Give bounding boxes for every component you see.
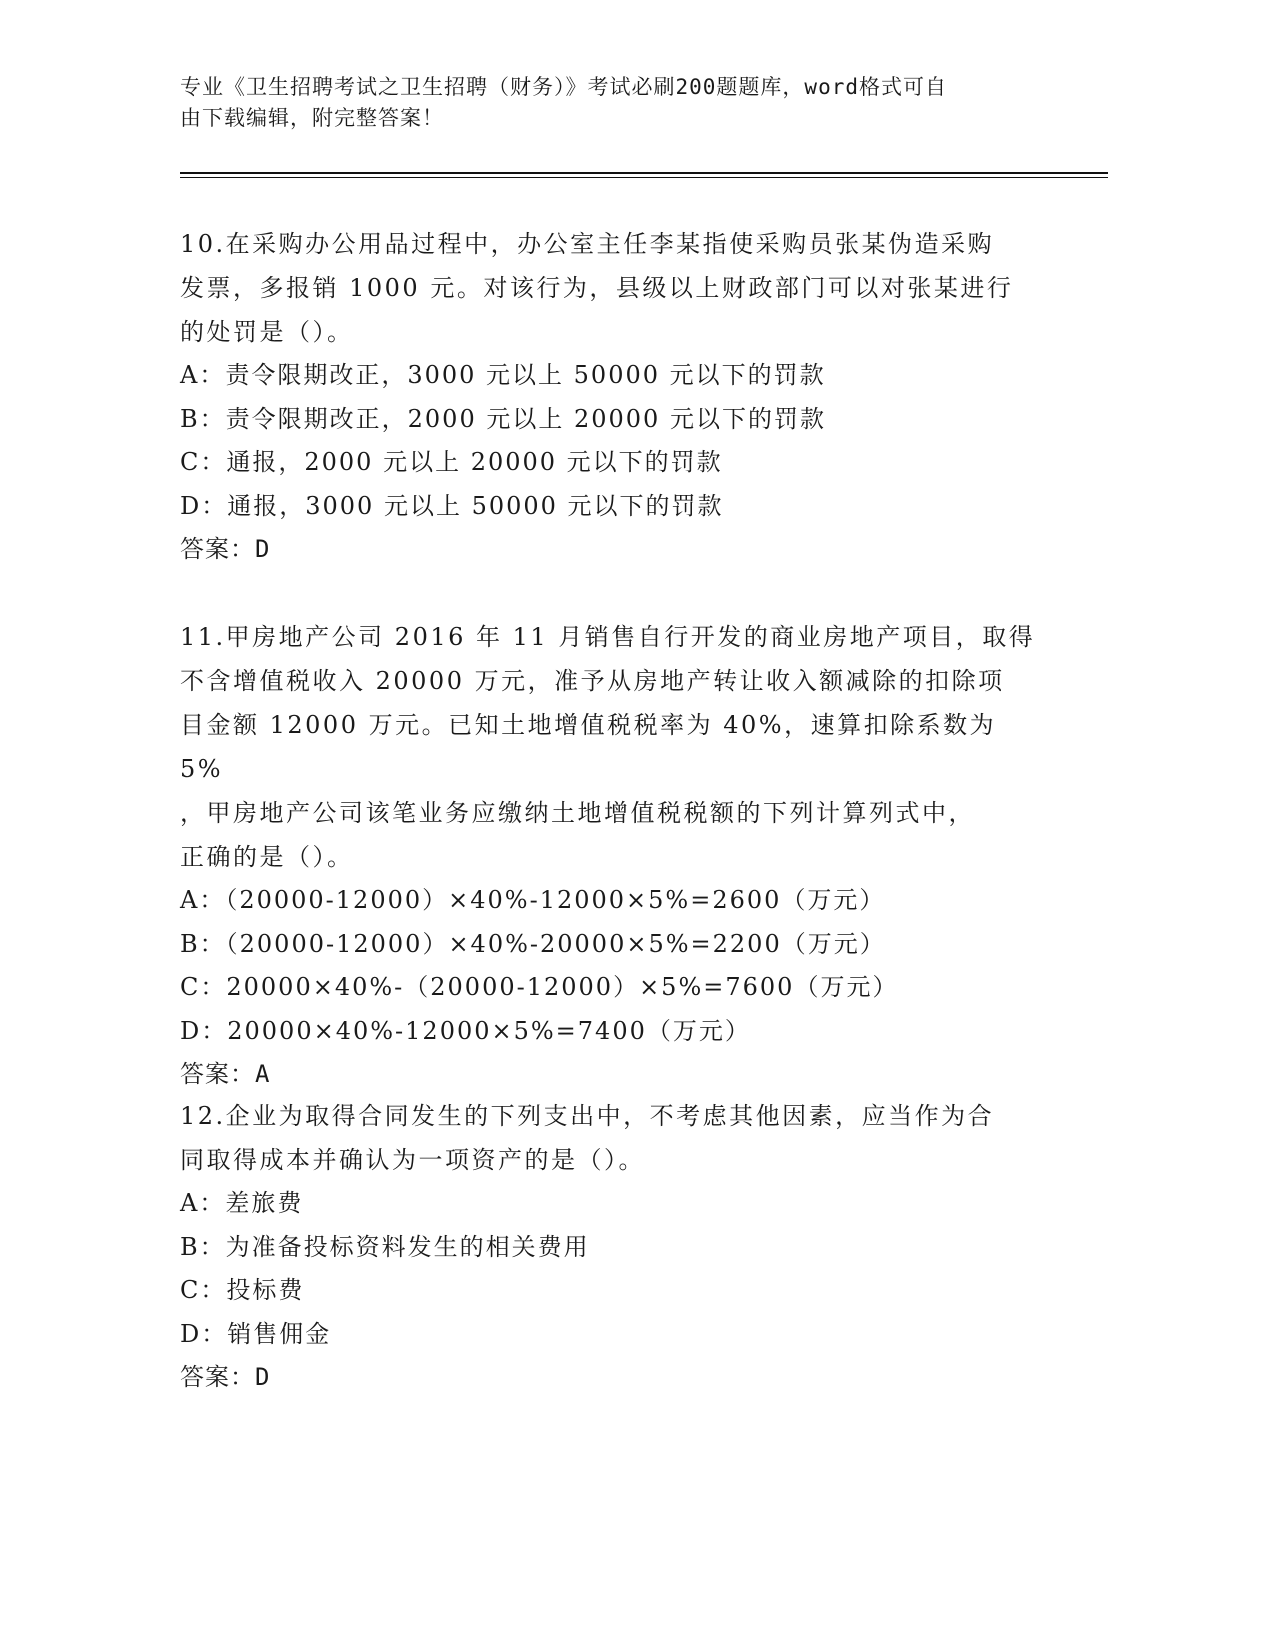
answer-line: 答案：D: [180, 1363, 271, 1391]
option-d: D：20000×40%-12000×5%=7400（万元）: [180, 1016, 751, 1045]
question-10: [180, 222, 1040, 571]
document-header: [180, 72, 1040, 134]
question-stem-line: ，甲房地产公司该笔业务应缴纳土地增值税税额的下列计算列式中，: [180, 799, 975, 827]
header-line-1: 专业《卫生招聘考试之卫生招聘（财务）》考试必刷200题题库，word格式可自: [180, 75, 947, 99]
question-12: [180, 1094, 1040, 1399]
header-line-2: 由下载编辑，附完整答案！: [180, 106, 444, 130]
question-stem-line: 同取得成本并确认为一项资产的是（）。: [180, 1146, 645, 1174]
question-stem-line: 11.甲房地产公司 2016 年 11 月销售自行开发的商业房地产项目，取得: [180, 623, 1036, 651]
header-divider-thin: [180, 177, 1108, 178]
option-a: A：差旅费: [180, 1189, 304, 1217]
header-divider-thick: [180, 172, 1108, 174]
option-b: B：责令限期改正，2000 元以上 20000 元以下的罚款: [180, 404, 826, 433]
option-b: B：（20000-12000）×40%-20000×5%=2200（万元）: [180, 929, 886, 958]
question-stem-line: 的处罚是（）。: [180, 318, 354, 346]
option-b: B：为准备投标资料发生的相关费用: [180, 1232, 590, 1261]
option-c: C：投标费: [180, 1276, 305, 1304]
answer-line: 答案：D: [180, 535, 271, 563]
option-c: C：20000×40%-（20000-12000）×5%=7600（万元）: [180, 973, 899, 1001]
option-c: C：通报，2000 元以上 20000 元以下的罚款: [180, 448, 723, 476]
question-stem-line: 发票，多报销 1000 元。对该行为，县级以上财政部门可以对张某进行: [180, 274, 1014, 302]
question-stem-line: 不含增值税收入 20000 万元，准予从房地产转让收入额减除的扣除项: [180, 667, 1005, 695]
option-a: A：责令限期改正，3000 元以上 50000 元以下的罚款: [180, 361, 826, 389]
question-stem-line: 12.企业为取得合同发生的下列支出中，不考虑其他因素，应当作为合: [180, 1102, 995, 1130]
option-d: D：通报，3000 元以上 50000 元以下的罚款: [180, 491, 724, 520]
question-11: [180, 615, 1040, 1096]
answer-line: 答案：A: [180, 1060, 271, 1088]
option-a: A：（20000-12000）×40%-12000×5%=2600（万元）: [180, 886, 886, 914]
question-stem-line: 目金额 12000 万元。已知土地增值税税率为 40%，速算扣除系数为 5%: [180, 711, 997, 783]
question-stem-line: 正确的是（）。: [180, 843, 354, 871]
question-stem-line: 10.在采购办公用品过程中，办公室主任李某指使采购员张某伪造采购: [180, 230, 995, 258]
option-d: D：销售佣金: [180, 1319, 332, 1348]
